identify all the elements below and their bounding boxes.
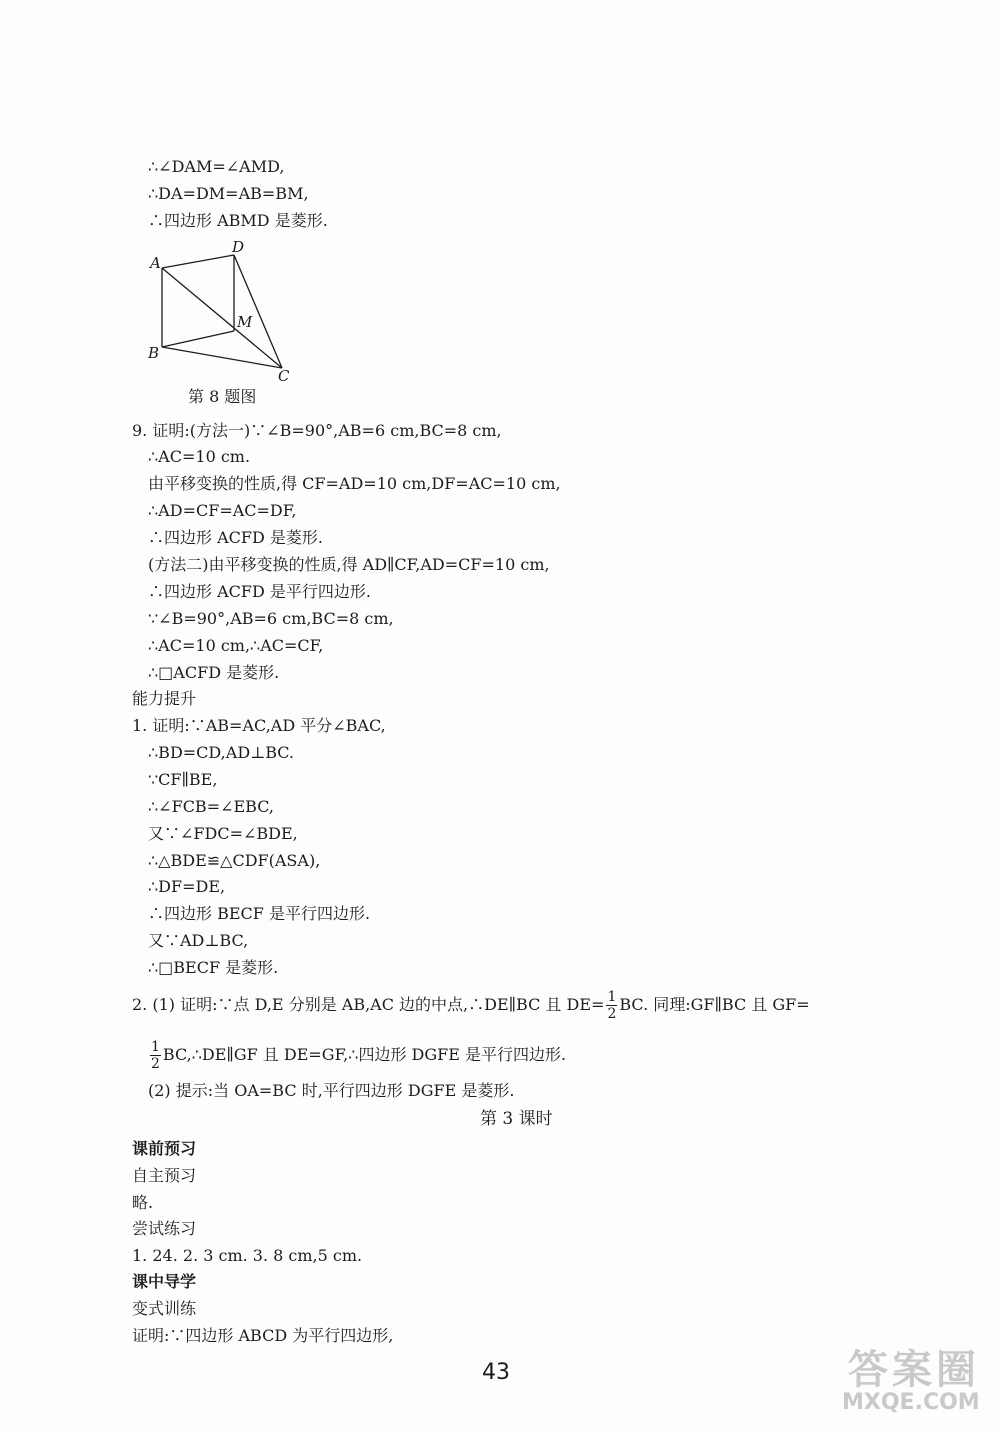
- text-line: 又∵∠FDC=∠BDE,: [148, 824, 298, 843]
- text-line: ∴DA=DM=AB=BM,: [148, 184, 309, 203]
- fraction-denominator: 2: [607, 1006, 617, 1022]
- segment-ac: [162, 268, 282, 368]
- text-line: ∴□BECF 是菱形.: [148, 958, 279, 977]
- text-segment: BC,∴DE∥GF 且 DE=GF,∴四边形 DGFE 是平行四边形.: [162, 1045, 567, 1064]
- segment-bc: [162, 347, 282, 368]
- watermark-logo-text: 答案圈: [848, 1347, 980, 1393]
- text-line: ∴□ACFD 是菱形.: [148, 663, 280, 682]
- subsection-heading: 变式训练: [132, 1299, 197, 1318]
- text-line: (方法二)由平移变换的性质,得 AD∥CF,AD=CF=10 cm,: [148, 555, 550, 574]
- text-line: 1. 证明:∵AB=AC,AD 平分∠BAC,: [132, 716, 386, 735]
- segment-bm: [162, 331, 234, 347]
- section-heading: 课前预习: [132, 1139, 197, 1158]
- watermark: [838, 1338, 988, 1423]
- fraction-numerator: 1: [151, 1039, 160, 1055]
- segment-ad: [162, 255, 234, 268]
- text-line: ∴AC=10 cm,∴AC=CF,: [148, 636, 324, 655]
- text-line: ∴AC=10 cm.: [148, 447, 251, 466]
- text-line: 证明:∵四边形 ABCD 为平行四边形,: [132, 1326, 394, 1345]
- text-line: ∴∠FCB=∠EBC,: [148, 797, 274, 816]
- text-line-with-fraction: [132, 990, 810, 1021]
- page-number: 43: [482, 1360, 510, 1385]
- label-m: M: [237, 313, 253, 331]
- text-line: ∵∠B=90°,AB=6 cm,BC=8 cm,: [148, 609, 394, 628]
- segment-dc: [234, 255, 282, 368]
- text-line: ∴∠DAM=∠AMD,: [148, 157, 285, 176]
- text-line: ∴四边形 ABMD 是菱形.: [148, 211, 328, 230]
- text-line: ∴△BDE≌△CDF(ASA),: [148, 851, 321, 870]
- text-line: ∴四边形 ACFD 是菱形.: [148, 528, 323, 547]
- text-line: ∵CF∥BE,: [148, 770, 218, 789]
- subsection-heading: 尝试练习: [132, 1219, 197, 1238]
- text-line: ∴四边形 BECF 是平行四边形.: [148, 904, 371, 923]
- text-line: ∴四边形 ACFD 是平行四边形.: [148, 582, 371, 601]
- lesson-title: 第 3 课时: [480, 1109, 553, 1129]
- text-line: (2) 提示:当 OA=BC 时,平行四边形 DGFE 是菱形.: [148, 1081, 515, 1100]
- text-line: ∴AD=CF=AC=DF,: [148, 501, 297, 520]
- fraction-numerator: 1: [607, 989, 617, 1005]
- label-b: B: [148, 344, 160, 362]
- geometry-figure: [140, 235, 300, 385]
- text-line: 又∵AD⊥BC,: [148, 931, 249, 950]
- fraction: [606, 990, 617, 1021]
- section-heading: 能力提升: [132, 689, 197, 708]
- text-segment: 2. (1) 证明:∵点 D,E 分别是 AB,AC 边的中点,∴DE∥BC 且 DE=: [132, 995, 605, 1014]
- text-line-with-fraction: [148, 1040, 566, 1071]
- subsection-heading: 自主预习: [132, 1166, 197, 1185]
- text-line: 略.: [132, 1193, 154, 1212]
- label-d: D: [232, 238, 245, 256]
- fraction-denominator: 2: [151, 1056, 160, 1072]
- text-line: ∴DF=DE,: [148, 877, 226, 896]
- section-heading: 课中导学: [132, 1272, 197, 1291]
- fraction: [150, 1040, 161, 1071]
- figure-caption: 第 8 题图: [188, 387, 257, 406]
- watermark-url: MXQE.COM: [842, 1390, 980, 1415]
- text-line: 1. 24. 2. 3 cm. 3. 8 cm,5 cm.: [132, 1246, 363, 1265]
- label-c: C: [278, 367, 290, 385]
- text-segment: BC. 同理:GF∥BC 且 GF=: [619, 995, 810, 1014]
- text-line: 由平移变换的性质,得 CF=AD=10 cm,DF=AC=10 cm,: [148, 474, 561, 493]
- text-line: ∴BD=CD,AD⊥BC.: [148, 743, 294, 762]
- text-line: 9. 证明:(方法一)∵∠B=90°,AB=6 cm,BC=8 cm,: [132, 421, 502, 440]
- label-a: A: [150, 254, 161, 272]
